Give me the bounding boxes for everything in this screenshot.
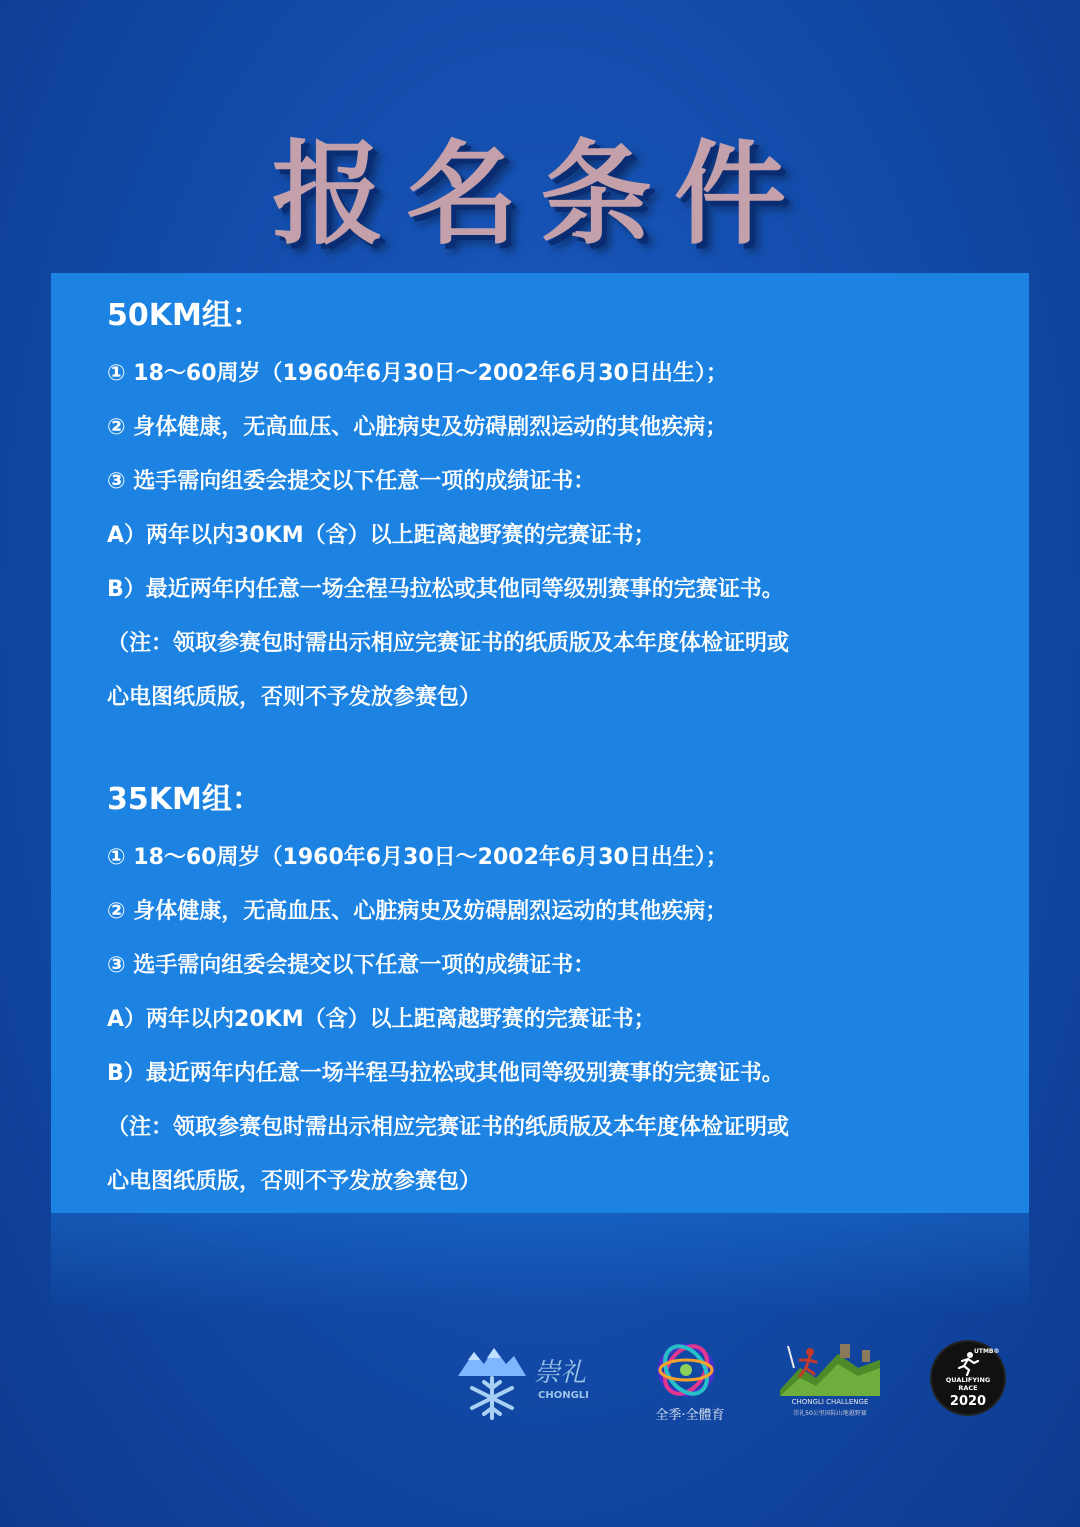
note-line: （注：领取参赛包时需出示相应完赛证书的纸质版及本年度体检证明或 — [107, 1115, 790, 1140]
chongli-logo — [454, 1338, 604, 1428]
section-title: 50KM组： — [107, 298, 262, 333]
note-line: 心电图纸质版，否则不予发放参赛包） — [107, 1169, 482, 1194]
conditions-panel — [51, 273, 1029, 1213]
note-line: 心电图纸质版，否则不予发放参赛包） — [107, 685, 482, 710]
utmb-qualifying — [932, 1376, 1004, 1392]
section-50km — [107, 296, 1007, 725]
utmb-badge — [932, 1338, 1008, 1422]
chongli-logo-cn: 崇礼 — [534, 1358, 587, 1388]
challenge-logo — [780, 1338, 880, 1428]
note-line: （注：领取参赛包时需出示相应完赛证书的纸质版及本年度体检证明或 — [107, 631, 790, 656]
condition-line: ② 身体健康，无高血压、心脏病史及妨碍剧烈运动的其他疾病； — [107, 899, 728, 924]
snowflake-mountain-icon — [454, 1342, 530, 1422]
condition-line: A）两年以内30KM（含）以上距离越野赛的完赛证书； — [107, 523, 656, 548]
utmb-race-text: RACE — [958, 1384, 978, 1392]
utmb-badge-circle — [932, 1342, 1004, 1414]
condition-line: A）两年以内20KM（含）以上距离越野赛的完赛证书； — [107, 1007, 656, 1032]
sport-logo — [646, 1338, 736, 1428]
sponsor-logos — [450, 1338, 1010, 1428]
great-wall-runner-icon — [780, 1338, 880, 1396]
chongli-logo-en: CHONGLI — [538, 1390, 589, 1401]
page-title: 报名条件 — [272, 130, 808, 260]
condition-line: ① 18～60周岁（1960年6月30日～2002年6月30日出生）； — [107, 361, 728, 386]
condition-line: ③ 选手需向组委会提交以下任意一项的成绩证书： — [107, 953, 596, 978]
utmb-qualifying-text: QUALIFYING — [945, 1376, 991, 1384]
utmb-year: 2020 — [949, 1394, 987, 1409]
section-35km — [107, 780, 1007, 1209]
condition-line: ② 身体健康，无高血压、心脏病史及妨碍剧烈运动的其他疾病； — [107, 415, 728, 440]
ribbon-globe-icon — [646, 1340, 726, 1402]
condition-line: ③ 选手需向组委会提交以下任意一项的成绩证书： — [107, 469, 596, 494]
utmb-brand: UTMB® — [974, 1348, 1000, 1355]
challenge-logo-cn: 崇礼50公里国际山地越野赛 — [793, 1410, 867, 1417]
sport-logo-text: 全季·全體育 — [655, 1408, 725, 1423]
section-title: 35KM组： — [107, 782, 262, 817]
challenge-logo-en: CHONGLI CHALLENGE — [791, 1398, 869, 1406]
runner-icon — [956, 1352, 980, 1376]
condition-line: B）最近两年内任意一场全程马拉松或其他同等级别赛事的完赛证书。 — [107, 577, 784, 602]
condition-line: B）最近两年内任意一场半程马拉松或其他同等级别赛事的完赛证书。 — [107, 1061, 784, 1086]
condition-line: ① 18～60周岁（1960年6月30日～2002年6月30日出生）； — [107, 845, 728, 870]
panel-reflection — [51, 1213, 1029, 1313]
